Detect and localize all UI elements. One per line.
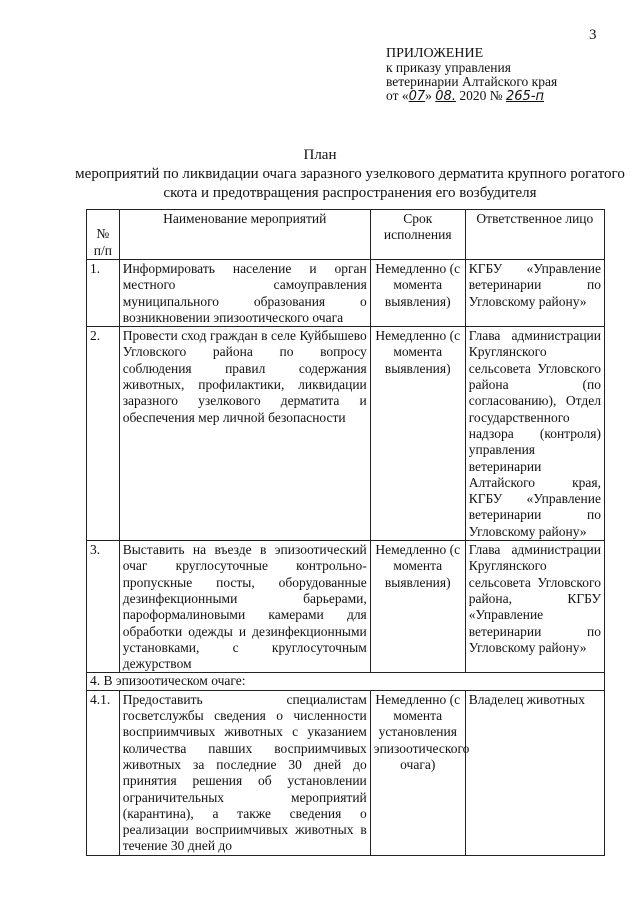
header-deadline: Срок исполнения	[370, 210, 465, 260]
appendix-line-1: к приказу управления	[386, 60, 511, 75]
date-day: 07	[408, 89, 426, 104]
row-no: 2.	[87, 327, 120, 541]
appendix-line-2: ветеринарии Алтайского края	[386, 74, 558, 89]
table-header-row	[87, 210, 605, 260]
row-no: 1.	[87, 260, 120, 327]
appendix-heading: ПРИЛОЖЕНИЕ	[386, 46, 484, 61]
section-row	[87, 673, 605, 690]
row-responsible: Глава администрации Круглянского сельсовета Угловского района, КГБУ «Управление ветеринарии по Угловскому району»	[465, 541, 604, 673]
row-no: 3.	[87, 541, 120, 673]
row-name: Провести сход граждан в селе Куйбышево Угловского района по вопросу соблюдения правил содержания животных, профилактики, ликвидации заразного узелкового дерматита и обеспечения мер личной безопасности	[119, 327, 370, 541]
date-month: 08.	[435, 89, 456, 104]
row-name: Информировать население и орган местного самоуправления муниципального образования о возникновении эпизоотического очага	[119, 260, 370, 327]
table-row	[87, 690, 605, 855]
header-responsible: Ответственное лицо	[465, 210, 604, 260]
plan-title: План	[303, 147, 337, 163]
row-name: Выставить на въезде в эпизоотический очаг круглосуточные контрольно-пропускные посты, оборудованные дезинфекционными барьерами, пароформалиновыми камерами для обработки одежды и дезинфекционными установками, с круглосуточным дежурством	[119, 541, 370, 673]
table-row	[87, 327, 605, 541]
appendix-block	[386, 47, 557, 104]
table-row	[87, 541, 605, 673]
measures-table	[86, 209, 605, 856]
date-year: 2020 №	[459, 88, 503, 103]
row-name: Предоставить специалистам госветслужбы сведения о численности восприимчивых животных с указанием количества павших восприимчивых животных за последние 30 дней до принятия решения об установлении ограничительных мероприятий (карантина), а также сведения о реализации восприимчивых животных в течение 30 дней до	[119, 690, 370, 855]
row-no: 4.1.	[87, 690, 120, 855]
section-heading: 4. В эпизоотическом очаге:	[87, 673, 605, 690]
appendix-date-line: от «07» 08. 2020 № 265-п	[386, 88, 544, 104]
row-responsible: КГБУ «Управление ветеринарии по Угловскому району»	[465, 260, 604, 327]
row-deadline: Немедленно (с момента выявления)	[370, 541, 465, 673]
row-deadline: Немедленно (с момента выявления)	[370, 327, 465, 541]
plan-subtitle: мероприятий по ликвидации очага заразного узелкового дерматита крупного рогатого скота и предотвращения распространения его возбудителя	[75, 166, 625, 201]
page-number: 3	[589, 27, 597, 43]
date-prefix: от «	[386, 88, 409, 103]
row-responsible: Владелец животных	[465, 690, 604, 855]
row-deadline: Немедленно (с момента выявления)	[370, 260, 465, 327]
row-deadline: Немедленно (с момента установления эпизоотического очага)	[370, 690, 465, 855]
order-number: 265-п	[505, 89, 544, 104]
row-responsible: Глава администрации Круглянского сельсовета Угловского района (по согласованию), Отдел государственного надзора (контроля) управления ветеринарии Алтайского края, КГБУ «Управление ветеринарии по Угловскому району»	[465, 327, 604, 541]
table-row	[87, 260, 605, 327]
header-name: Наименование мероприятий	[119, 210, 370, 260]
header-no: № п/п	[87, 210, 120, 260]
